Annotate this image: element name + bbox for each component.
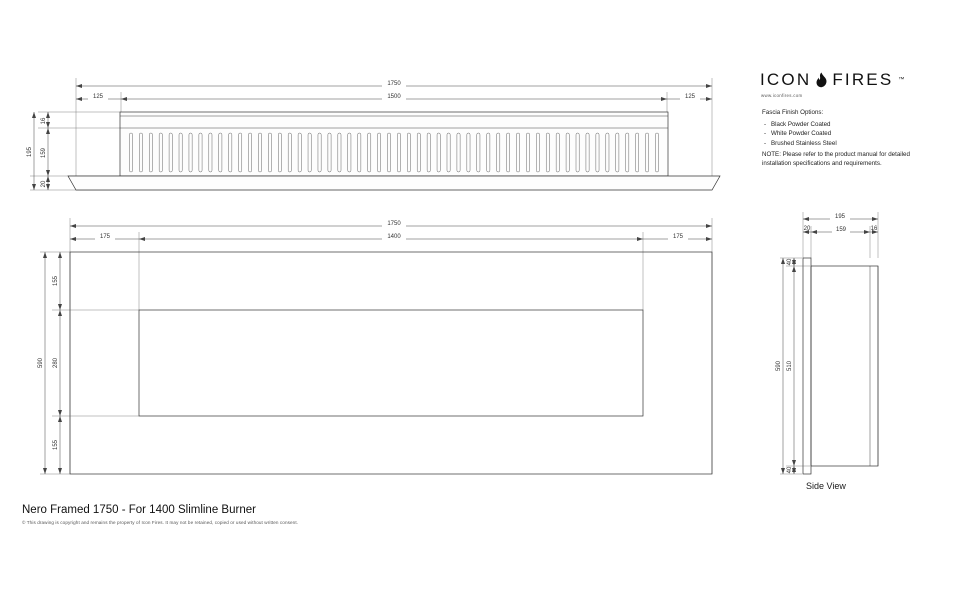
dim-front-overall-width: 1750 (387, 221, 401, 227)
dim-top-inner-width: 1500 (387, 94, 401, 100)
dim-side-bottom-offset: 40 (787, 466, 793, 474)
brand-url: www.iconfires.com (761, 93, 803, 98)
dim-front-bottom-margin: 155 (53, 439, 59, 451)
installation-note: NOTE: Please refer to the product manual for detailed installation specifications and requirements. (762, 151, 910, 168)
page-title: Nero Framed 1750 - For 1400 Slimline Burner (22, 504, 256, 516)
dim-front-top-margin: 155 (53, 275, 59, 287)
finish-options-title: Fascia Finish Options: (762, 109, 824, 116)
finish-option-item: - Brushed Stainless Steel (762, 139, 942, 149)
dim-top-left-offset: 125 (92, 94, 104, 100)
dim-front-right-offset: 175 (672, 234, 684, 240)
dim-side-inner-height: 510 (787, 360, 793, 372)
dim-side-top-offset: 40 (787, 258, 793, 266)
dim-side-body-depth: 159 (835, 227, 847, 233)
finish-option-item: - White Powder Coated (762, 129, 942, 139)
dim-front-opening-height: 280 (53, 357, 59, 369)
flame-icon (815, 72, 828, 89)
front-view-geometry (40, 218, 712, 474)
dim-top-total-height: 195 (27, 146, 33, 158)
dim-top-base: 20 (41, 180, 47, 188)
dim-front-left-offset: 175 (99, 234, 111, 240)
brand-name-left: ICON (760, 70, 812, 89)
dim-side-overall-depth: 195 (834, 214, 846, 220)
dim-top-right-offset: 125 (684, 94, 696, 100)
finish-option-item: - Black Powder Coated (762, 120, 942, 130)
fascia-finish-options (762, 108, 942, 148)
brand-name-row (760, 70, 940, 90)
dim-front-opening-width: 1400 (387, 234, 401, 240)
dim-top-overall-width: 1750 (387, 81, 401, 87)
copyright-notice: © This drawing is copyright and remains the property of Icon Fires. It may not be retained, copied or used without written consent. (22, 520, 299, 525)
side-view-geometry (780, 212, 878, 474)
dim-side-overall-height: 590 (776, 360, 782, 372)
brand-logo (760, 70, 940, 98)
finish-options-list (762, 120, 942, 149)
dim-side-front-depth: 20 (803, 226, 811, 232)
top-view-geometry (30, 78, 720, 190)
dim-side-rear-depth: 16 (870, 226, 878, 232)
dim-top-lip: 16 (41, 117, 47, 125)
brand-name-right: FIRES (832, 70, 894, 89)
dim-top-body-height: 159 (41, 147, 47, 159)
dim-front-overall-height: 590 (38, 357, 44, 369)
side-view-label: Side View (806, 481, 846, 491)
trademark-mark: ™ (898, 77, 905, 83)
